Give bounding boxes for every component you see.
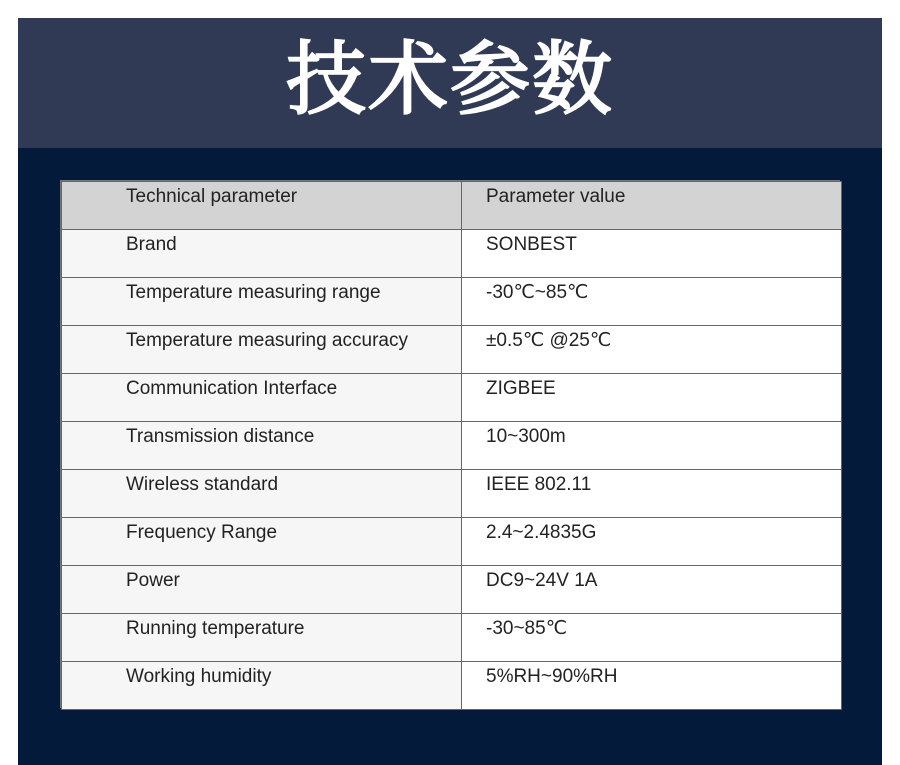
table-row <box>62 518 842 566</box>
table-row <box>62 614 842 662</box>
parameter-name: Running temperature <box>62 614 462 662</box>
parameter-value: ±0.5℃ @25℃ <box>462 326 842 374</box>
spec-table-container <box>60 180 840 708</box>
table-row <box>62 326 842 374</box>
parameter-value: -30℃~85℃ <box>462 278 842 326</box>
table-row <box>62 422 842 470</box>
page-title: 技术参数 <box>286 33 614 126</box>
table-row <box>62 662 842 710</box>
parameter-value: SONBEST <box>462 230 842 278</box>
table-row <box>62 230 842 278</box>
parameter-name: Communication Interface <box>62 374 462 422</box>
parameter-name: Frequency Range <box>62 518 462 566</box>
parameter-name: Transmission distance <box>62 422 462 470</box>
parameter-value: -30~85℃ <box>462 614 842 662</box>
spec-table <box>61 181 842 710</box>
parameter-value: 5%RH~90%RH <box>462 662 842 710</box>
parameter-name: Temperature measuring accuracy <box>62 326 462 374</box>
parameter-value: ZIGBEE <box>462 374 842 422</box>
table-row <box>62 278 842 326</box>
parameter-value: DC9~24V 1A <box>462 566 842 614</box>
parameter-value: 10~300m <box>462 422 842 470</box>
parameter-value: 2.4~2.4835G <box>462 518 842 566</box>
column-header-parameter: Technical parameter <box>62 182 462 230</box>
header-banner <box>18 18 882 148</box>
spec-panel <box>18 18 882 765</box>
parameter-value: IEEE 802.11 <box>462 470 842 518</box>
table-row <box>62 470 842 518</box>
parameter-name: Brand <box>62 230 462 278</box>
parameter-name: Wireless standard <box>62 470 462 518</box>
column-header-value: Parameter value <box>462 182 842 230</box>
table-row <box>62 566 842 614</box>
parameter-name: Power <box>62 566 462 614</box>
parameter-name: Temperature measuring range <box>62 278 462 326</box>
table-header-row <box>62 182 842 230</box>
table-row <box>62 374 842 422</box>
parameter-name: Working humidity <box>62 662 462 710</box>
